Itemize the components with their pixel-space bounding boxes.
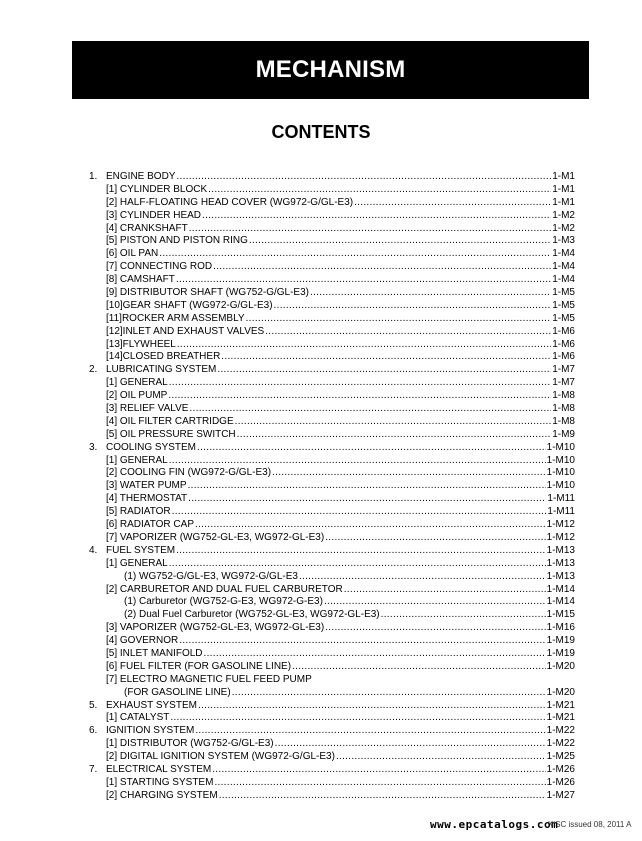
toc-entry-row[interactable] <box>89 738 575 751</box>
toc-page-number: 1-M13 <box>546 570 575 582</box>
toc-section-number: 5. <box>89 699 98 711</box>
toc-entry-label: [4] CRANKSHAFT <box>106 222 188 234</box>
dot-leader <box>177 339 551 352</box>
toc-page-number: 1-M4 <box>552 248 575 260</box>
toc-entry-row[interactable] <box>89 622 575 635</box>
toc-entry-row[interactable] <box>89 558 575 571</box>
toc-page-number: 1-M12 <box>546 531 575 543</box>
toc-page-number: 1-M21 <box>546 712 575 724</box>
toc-section-number <box>89 609 106 622</box>
dot-leader <box>169 377 552 390</box>
toc-page-number: 1-M1 <box>552 196 575 208</box>
dot-leader <box>168 390 551 403</box>
toc-entry-row[interactable] <box>89 674 575 687</box>
toc-entry-row[interactable] <box>89 532 575 545</box>
toc-page-number: 1-M7 <box>552 364 575 376</box>
toc-section-number <box>89 235 106 248</box>
toc-section-number <box>89 210 106 223</box>
document-title: MECHANISM <box>255 56 406 83</box>
dot-leader <box>249 235 551 248</box>
toc-entry-row[interactable] <box>89 184 575 197</box>
toc-entry-row[interactable] <box>89 377 575 390</box>
toc-section-row[interactable] <box>89 442 575 455</box>
toc-entry-row[interactable] <box>89 300 575 313</box>
toc-section-row[interactable] <box>89 171 575 184</box>
dot-leader <box>310 287 551 300</box>
toc-entry-label: ENGINE BODY <box>106 171 176 182</box>
toc-entry-label: [2] HALF-FLOATING HEAD COVER (WG972-G/GL-E3) <box>106 196 354 208</box>
toc-entry-label: [7] CONNECTING ROD <box>106 261 213 273</box>
toc-page-number: 1-M1 <box>552 183 575 195</box>
toc-entry-label: [3] RELIEF VALVE <box>106 403 189 415</box>
toc-page-number: 1-M8 <box>552 403 575 415</box>
toc-section-number: 6. <box>89 725 98 737</box>
dot-leader <box>188 493 546 506</box>
dot-leader <box>299 571 546 584</box>
toc-section-number <box>89 777 106 790</box>
toc-section-row[interactable] <box>89 545 575 558</box>
toc-page-number: 1-M6 <box>552 325 575 337</box>
toc-page-number: 1-M9 <box>552 428 575 440</box>
toc-page-number: 1-M12 <box>546 519 575 531</box>
dot-leader <box>169 558 546 571</box>
toc-entry-label: [6] OIL PAN <box>106 248 159 260</box>
dot-leader <box>169 455 546 468</box>
toc-section-number <box>89 351 106 364</box>
toc-section-row[interactable] <box>89 764 575 777</box>
toc-entry-row[interactable] <box>89 429 575 442</box>
toc-entry-label: [5] OIL PRESSURE SWITCH <box>106 428 236 440</box>
dot-leader <box>274 300 552 313</box>
dot-leader <box>381 609 546 622</box>
toc-entry-row[interactable] <box>89 403 575 416</box>
toc-entry-label: [14]CLOSED BREATHER <box>106 351 221 363</box>
toc-entry-label: [2] CHARGING SYSTEM <box>106 789 218 801</box>
dot-leader <box>292 661 546 674</box>
toc-page-number: 1-M15 <box>546 609 575 621</box>
dot-leader <box>265 326 551 339</box>
dot-leader <box>232 687 546 700</box>
toc-section-number <box>89 571 106 584</box>
toc-entry-label: [7] ELECTRO MAGNETIC FUEL FEED PUMP <box>106 673 312 685</box>
toc-entry-row[interactable] <box>89 635 575 648</box>
dot-leader <box>325 532 545 545</box>
toc-entry-row[interactable] <box>89 493 575 506</box>
toc-section-number <box>89 738 106 751</box>
toc-page-number: 1-M6 <box>552 351 575 363</box>
toc-entry-label: [8] CAMSHAFT <box>106 274 175 286</box>
toc-entry-row[interactable] <box>89 210 575 223</box>
toc-page-number: 1-M6 <box>552 338 575 350</box>
toc-page-number: 1-M20 <box>546 660 575 672</box>
toc-page-number: 1-M14 <box>546 596 575 608</box>
toc-entry-label: [1] STARTING SYSTEM <box>106 776 214 788</box>
toc-entry-row[interactable] <box>89 790 575 803</box>
dot-leader <box>221 351 551 364</box>
toc-section-number <box>89 326 106 339</box>
toc-section-number <box>89 687 106 700</box>
toc-entry-label: (1) Carburetor (WG752-G-E3, WG972-G-E3) <box>124 596 323 608</box>
toc-entry-label: COOLING SYSTEM <box>106 441 197 453</box>
toc-section-number <box>89 635 106 648</box>
dot-leader <box>176 171 551 184</box>
toc-entry-label: [3] VAPORIZER (WG752-GL-E3, WG972-GL-E3) <box>106 622 325 634</box>
toc-section-number <box>89 480 106 493</box>
toc-page-number: 1-M16 <box>546 622 575 634</box>
toc-section-number <box>89 532 106 545</box>
toc-entry-row[interactable] <box>89 313 575 326</box>
toc-entry-row[interactable] <box>89 287 575 300</box>
toc-entry-row[interactable] <box>89 506 575 519</box>
toc-entry-row[interactable] <box>89 248 575 261</box>
dot-leader <box>212 764 545 777</box>
toc-entry-row[interactable] <box>89 223 575 236</box>
toc-entry-label: [11]ROCKER ARM ASSEMBLY <box>106 312 245 324</box>
dot-leader <box>172 506 547 519</box>
toc-section-number <box>89 674 106 687</box>
toc-entry-row[interactable] <box>89 609 575 622</box>
toc-entry-label: [9] DISTRIBUTOR SHAFT (WG752-G/GL-E3) <box>106 287 309 299</box>
toc-entry-label: [3] CYLINDER HEAD <box>106 209 202 221</box>
toc-section-number <box>89 648 106 661</box>
toc-page-number: 1-M26 <box>546 763 575 775</box>
toc-section-number: 4. <box>89 544 98 556</box>
toc-section-number <box>89 261 106 274</box>
toc-section-row[interactable] <box>89 700 575 713</box>
toc-page-number: 1-M20 <box>546 686 575 698</box>
toc-page-number: 1-M13 <box>546 544 575 556</box>
toc-page-number: 1-M22 <box>546 738 575 750</box>
toc-entry-row[interactable] <box>89 777 575 790</box>
toc-page-number: 1-M27 <box>546 789 575 801</box>
toc-page-number: 1-M4 <box>552 261 575 273</box>
toc-page-number: 1-M10 <box>546 480 575 492</box>
table-of-contents <box>89 171 575 803</box>
toc-entry-label: [1] CYLINDER BLOCK <box>106 183 208 195</box>
toc-entry-label: [4] OIL FILTER CARTRIDGE <box>106 415 234 427</box>
toc-page-number: 1-M10 <box>546 441 575 453</box>
toc-entry-row[interactable] <box>89 661 575 674</box>
dot-leader <box>213 261 551 274</box>
toc-entry-label: [1] CATALYST <box>106 712 170 724</box>
toc-entry-row[interactable] <box>89 274 575 287</box>
toc-section-number <box>89 184 106 197</box>
toc-page-number: 1-M19 <box>546 635 575 647</box>
toc-entry-row[interactable] <box>89 519 575 532</box>
toc-entry-row[interactable] <box>89 235 575 248</box>
toc-entry-label: [2] OIL PUMP <box>106 390 168 402</box>
toc-entry-label: [5] INLET MANIFOLD <box>106 647 203 659</box>
dot-leader <box>214 777 545 790</box>
toc-section-number <box>89 622 106 635</box>
toc-section-number <box>89 519 106 532</box>
toc-section-number <box>89 558 106 571</box>
toc-entry-row[interactable] <box>89 197 575 210</box>
toc-entry-label: [6] FUEL FILTER (FOR GASOLINE LINE) <box>106 660 292 672</box>
toc-entry-row[interactable] <box>89 687 575 700</box>
dot-leader <box>208 184 551 197</box>
dot-leader <box>197 442 546 455</box>
toc-page-number: 1-M11 <box>547 493 575 505</box>
toc-section-number <box>89 506 106 519</box>
dot-leader <box>219 790 546 803</box>
dot-leader <box>235 416 552 429</box>
toc-section-number <box>89 223 106 236</box>
toc-entry-label: IGNITION SYSTEM <box>106 725 195 737</box>
dot-leader <box>176 545 546 558</box>
toc-page-number: 1-M5 <box>552 287 575 299</box>
toc-entry-label: [2] DIGITAL IGNITION SYSTEM (WG972-G/GL-E3) <box>106 751 335 763</box>
toc-page-number: 1-M2 <box>552 222 575 234</box>
dot-leader <box>202 210 551 223</box>
toc-page-number: 1-M21 <box>546 699 575 711</box>
dot-leader <box>325 622 545 635</box>
toc-entry-row[interactable] <box>89 339 575 352</box>
toc-section-number: 3. <box>89 441 98 453</box>
toc-entry-label: [6] RADIATOR CAP <box>106 519 194 531</box>
toc-entry-row[interactable] <box>89 416 575 429</box>
toc-page-number: 1-M1 <box>552 171 575 182</box>
toc-entry-row[interactable] <box>89 571 575 584</box>
toc-section-number <box>89 751 106 764</box>
toc-entry-row[interactable] <box>89 455 575 468</box>
toc-entry-row[interactable] <box>89 596 575 609</box>
toc-entry-row[interactable] <box>89 467 575 480</box>
issue-note: KiSC issued 08, 2011 A <box>548 820 632 829</box>
toc-section-number <box>89 416 106 429</box>
toc-entry-label: [12]INLET AND EXHAUST VALVES <box>106 325 265 337</box>
watermark-link[interactable]: www.epcatalogs.com <box>430 818 559 831</box>
toc-page-number: 1-M5 <box>552 299 575 311</box>
toc-entry-row[interactable] <box>89 326 575 339</box>
toc-entry-label: [2] COOLING FIN (WG972-G/GL-E3) <box>106 467 272 479</box>
dot-leader <box>344 584 546 597</box>
toc-page-number: 1-M2 <box>552 209 575 221</box>
toc-entry-row[interactable] <box>89 648 575 661</box>
toc-section-number: 1. <box>89 171 98 182</box>
toc-section-number <box>89 403 106 416</box>
toc-entry-row[interactable] <box>89 751 575 764</box>
dot-leader <box>198 700 546 713</box>
toc-entry-label: (FOR GASOLINE LINE) <box>124 686 231 698</box>
toc-page-number: 1-M7 <box>552 377 575 389</box>
dot-leader <box>324 596 546 609</box>
toc-entry-label: [13]FLYWHEEL <box>106 338 176 350</box>
toc-page-number: 1-M25 <box>546 751 575 763</box>
dot-leader <box>159 248 551 261</box>
toc-page-number: 1-M3 <box>552 235 575 247</box>
toc-section-number <box>89 790 106 803</box>
toc-section-number <box>89 197 106 210</box>
toc-section-number <box>89 584 106 597</box>
toc-entry-label: (1) WG752-G/GL-E3, WG972-G/GL-E3 <box>124 570 298 582</box>
toc-page-number: 1-M19 <box>546 647 575 659</box>
toc-entry-label: [5] RADIATOR <box>106 506 171 518</box>
toc-entry-label: EXHAUST SYSTEM <box>106 699 197 711</box>
toc-entry-row[interactable] <box>89 712 575 725</box>
dot-leader <box>275 738 546 751</box>
contents-heading: CONTENTS <box>271 122 371 142</box>
dot-leader <box>237 429 552 442</box>
toc-section-row[interactable] <box>89 725 575 738</box>
dot-leader <box>176 274 551 287</box>
dot-leader <box>188 480 546 493</box>
dot-leader <box>217 364 551 377</box>
toc-section-number <box>89 300 106 313</box>
toc-section-number <box>89 274 106 287</box>
toc-page-number: 1-M14 <box>546 583 575 595</box>
toc-section-number <box>89 712 106 725</box>
dot-leader <box>246 313 552 326</box>
toc-entry-label: [4] GOVERNOR <box>106 635 179 647</box>
toc-entry-label: [3] WATER PUMP <box>106 480 187 492</box>
toc-page-number: 1-M26 <box>546 776 575 788</box>
toc-entry-label: [1] GENERAL <box>106 377 168 389</box>
toc-section-number <box>89 377 106 390</box>
dot-leader <box>195 725 545 738</box>
toc-section-number <box>89 596 106 609</box>
toc-entry-label: [5] PISTON AND PISTON RING <box>106 235 248 247</box>
toc-section-number <box>89 455 106 468</box>
toc-section-number: 7. <box>89 763 98 775</box>
toc-entry-label: (2) Dual Fuel Carburetor (WG752-GL-E3, WG972-GL-E3) <box>124 609 380 621</box>
toc-entry-label: LUBRICATING SYSTEM <box>106 364 217 376</box>
toc-entry-row[interactable] <box>89 480 575 493</box>
toc-entry-row[interactable] <box>89 390 575 403</box>
toc-section-number <box>89 661 106 674</box>
toc-page-number: 1-M13 <box>546 557 575 569</box>
title-banner <box>72 41 589 99</box>
toc-page-number: 1-M5 <box>552 312 575 324</box>
toc-page-number: 1-M22 <box>546 725 575 737</box>
toc-section-row[interactable] <box>89 364 575 377</box>
toc-section-number: 2. <box>89 364 98 376</box>
toc-entry-label: [4] THERMOSTAT <box>106 493 188 505</box>
toc-entry-row[interactable] <box>89 261 575 274</box>
toc-entry-label: [1] GENERAL <box>106 454 168 466</box>
toc-section-number <box>89 467 106 480</box>
toc-entry-label: ELECTRICAL SYSTEM <box>106 763 212 775</box>
toc-entry-label: [1] DISTRIBUTOR (WG752-G/GL-E3) <box>106 738 274 750</box>
dot-leader <box>170 712 545 725</box>
toc-entry-label: [1] GENERAL <box>106 557 168 569</box>
toc-page-number: 1-M10 <box>546 467 575 479</box>
toc-section-number <box>89 313 106 326</box>
toc-entry-row[interactable] <box>89 351 575 364</box>
dot-leader <box>354 197 551 210</box>
toc-section-number <box>89 390 106 403</box>
toc-page-number: 1-M10 <box>546 454 575 466</box>
toc-entry-label: [7] VAPORIZER (WG752-GL-E3, WG972-GL-E3) <box>106 531 325 543</box>
toc-section-number <box>89 493 106 506</box>
toc-page-number: 1-M8 <box>552 415 575 427</box>
toc-section-number <box>89 339 106 352</box>
toc-section-number <box>89 248 106 261</box>
dot-leader <box>179 635 545 648</box>
dot-leader <box>204 648 546 661</box>
toc-entry-label: [10]GEAR SHAFT (WG972-G/GL-E3) <box>106 299 273 311</box>
toc-entry-label: [2] CARBURETOR AND DUAL FUEL CARBURETOR <box>106 583 343 595</box>
toc-page-number: 1-M8 <box>552 390 575 402</box>
dot-leader <box>272 467 546 480</box>
toc-page-number: 1-M11 <box>547 506 575 518</box>
dot-leader <box>336 751 546 764</box>
toc-page-number: 1-M4 <box>552 274 575 286</box>
toc-entry-label: FUEL SYSTEM <box>106 544 176 556</box>
toc-entry-row[interactable] <box>89 584 575 597</box>
dot-leader <box>195 519 546 532</box>
dot-leader <box>189 223 552 236</box>
toc-section-number <box>89 429 106 442</box>
toc-section-number <box>89 287 106 300</box>
dot-leader <box>189 403 551 416</box>
